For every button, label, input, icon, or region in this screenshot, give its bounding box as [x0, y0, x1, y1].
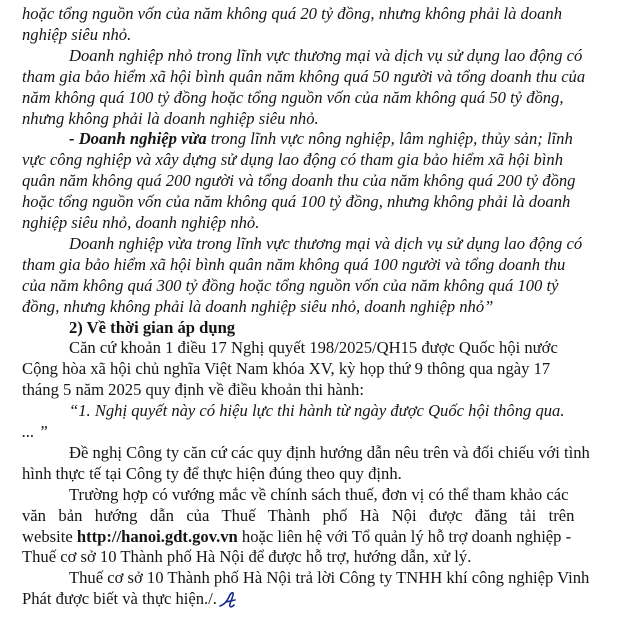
text-segment: vực công nghiệp và xây dựng sử dụng lao động có tham gia bảo hiểm xã hội bình [22, 150, 564, 170]
text-segment: - [69, 129, 79, 149]
closing-block [12, 0, 624, 629]
text-segment: Trường hợp có vướng mắc về chính sách thuế, đơn vị có thể tham khảo các [69, 484, 569, 504]
website-link[interactable]: http://hanoi.gdt.gov.vn [76, 526, 238, 546]
text-segment: website [22, 526, 77, 546]
text-segment: Căn cứ khoản 1 điều 17 Nghị quyết 198/2025/QH15 được Quốc hội nước [69, 338, 558, 358]
text-segment: Thuế cơ sở 10 Thành phố Hà Nội trả lời Công ty TNHH khí công nghiệp Vinh [69, 568, 590, 588]
text-segment: nghiệp siêu nhỏ. [22, 24, 132, 44]
text-segment: nhưng không phải là doanh nghiệp siêu nhỏ. [22, 108, 319, 128]
text-segment-emphasis: Doanh nghiệp vừa [78, 129, 207, 149]
text-segment: Đề nghị Công ty căn cứ các quy định hướng dẫn nêu trên và đối chiếu với tình [69, 442, 590, 462]
text-segment: hình thực tế tại Công ty để thực hiện đúng theo quy định. [22, 463, 402, 483]
text-segment: Doanh nghiệp nhỏ trong lĩnh vực thương mại và dịch vụ sử dụng lao động có [69, 45, 583, 65]
text-segment: hoặc tổng nguồn vốn của năm không quá 100 tỷ đồng, nhưng không phải là doanh [22, 192, 571, 212]
text-segment: trong lĩnh vực nông nghiệp, lâm nghiệp, thủy sản; lĩnh [206, 129, 573, 149]
text-segment: tháng 5 năm 2025 quy định về điều khoản thi hành: [22, 380, 364, 400]
text-segment: văn bản hướng dẫn của Thuế Thành phố Hà Nội được đăng tải trên [22, 505, 575, 525]
text-segment: tham gia bảo hiểm xã hội bình quân năm không quá 100 người và tổng doanh thu [22, 254, 566, 274]
text-segment: Doanh nghiệp vừa trong lĩnh vực thương mại và dịch vụ sử dụng lao động có [69, 233, 583, 253]
text-segment: nghiệp siêu nhỏ, doanh nghiệp nhỏ. [22, 213, 260, 232]
text-segment: hoặc liên hệ với Tổ quản lý hỗ trợ doanh nghiệp - [237, 526, 572, 546]
text-segment: Cộng hòa xã hội chủ nghĩa Việt Nam khóa XV, kỳ họp thứ 9 thông qua ngày 17 [22, 359, 551, 379]
text-segment: quân năm không quá 200 người và tổng doanh thu của năm không quá 200 tỷ đồng [22, 171, 576, 191]
text-segment: của năm không quá 300 tỷ đồng hoặc tổng nguồn vốn của năm không quá 100 tỷ [22, 275, 559, 295]
text-segment: đồng, nhưng không phải là doanh nghiệp siêu nhỏ, doanh nghiệp nhỏ” [22, 296, 494, 316]
text-segment: năm không quá 100 tỷ đồng hoặc tổng nguồn vốn của năm không quá 50 tỷ đồng, [22, 87, 564, 107]
text-segment: hoặc tổng nguồn vốn của năm không quá 20 tỷ đồng, nhưng không phải là doanh [22, 4, 562, 23]
text-segment: 2) Về thời gian áp dụng [69, 317, 236, 337]
text-segment: tham gia bảo hiểm xã hội bình quân năm không quá 50 người và tổng doanh thu của [22, 66, 586, 86]
text-segment: ... ” [22, 422, 48, 441]
text-segment: “1. Nghị quyết này có hiệu lực thi hành từ ngày được Quốc hội thông qua. [69, 401, 565, 421]
text-segment: Phát được biết và thực hiện./. [22, 589, 217, 609]
text-segment: Thuế cơ sở 10 Thành phố Hà Nội để được hỗ trợ, hướng dẫn, xử lý. [22, 547, 472, 567]
